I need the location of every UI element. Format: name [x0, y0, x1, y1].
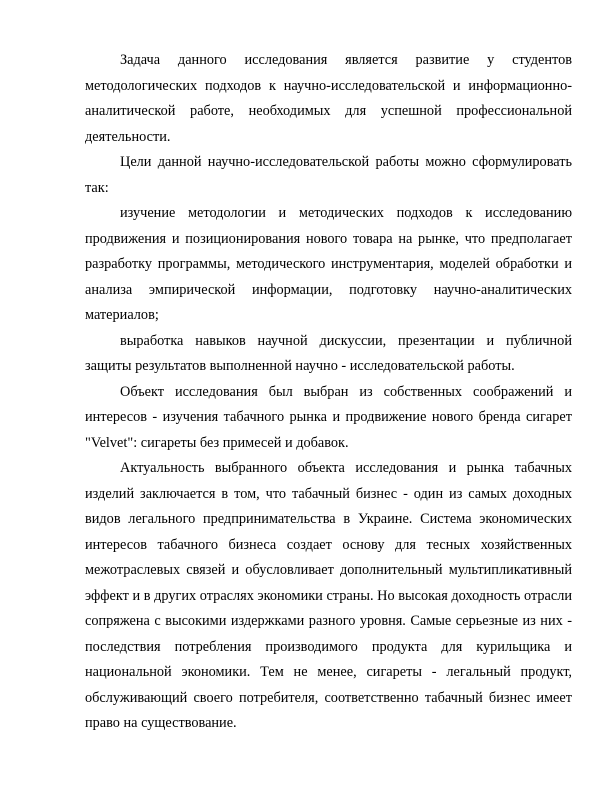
paragraph-text: выработка навыков научной дискуссии, презентации и публичной защиты результатов выполненной научно - исследовательской работы. [85, 332, 572, 374]
paragraph-goals [85, 150, 572, 201]
paragraph-text: данного исследования является развитие у студентов методологических подходов к научно-исследовательской и информационно-аналитической работе, необходимых для успешной профессиональной деятельности. [85, 52, 572, 145]
paragraph-lead-word: Задача [120, 52, 161, 68]
paragraph-object [85, 380, 572, 457]
paragraph-goal-item-1 [85, 201, 572, 329]
paragraph-text: изучение методологии и методических подходов к исследованию продвижения и позиционирования нового товара на рынке, что предполагает разработку программы, методического инструментария, моделей обработки и анализа эмпирической информации, подготовку научно-аналитических материалов; [85, 205, 572, 323]
paragraph-task [85, 48, 572, 150]
paragraph-goal-item-2 [85, 329, 572, 380]
paragraph-text: исследования был выбран из собственных соображений и интересов - изучения табачного рынка и продвижение нового бренда сигарет "Velvet": сигареты без примесей и добавок. [85, 383, 572, 451]
paragraph-text: данной научно-исследовательской работы можно сформулировать так: [85, 154, 572, 196]
paragraph-lead-word: Цели [120, 154, 152, 170]
paragraph-text: выбранного объекта исследования и рынка табачных изделий заключается в том, что табачный бизнес - один из самых доходных видов легального предпринимательства в Украине. Система экономических интересов табачного бизнеса создает основу для тесных хозяйственных межотраслевых связей и обусловливает дополнительный мультипликативный эффект и в других отраслях экономики страны. Но высокая доходность отрасли сопряжена с высокими издержками разного уровня. Самые серьезные из них - последствия потребления производимого продукта для курильщика и национальной экономики. Тем не менее, сигареты - легальный продукт, обслуживающий своего потребителя, соответственно табачный бизнес имеет право на существование. [85, 460, 572, 731]
paragraph-lead-word: Актуальность [120, 460, 205, 476]
paragraph-relevance [85, 456, 572, 737]
paragraph-lead-word: Объект [120, 383, 164, 400]
